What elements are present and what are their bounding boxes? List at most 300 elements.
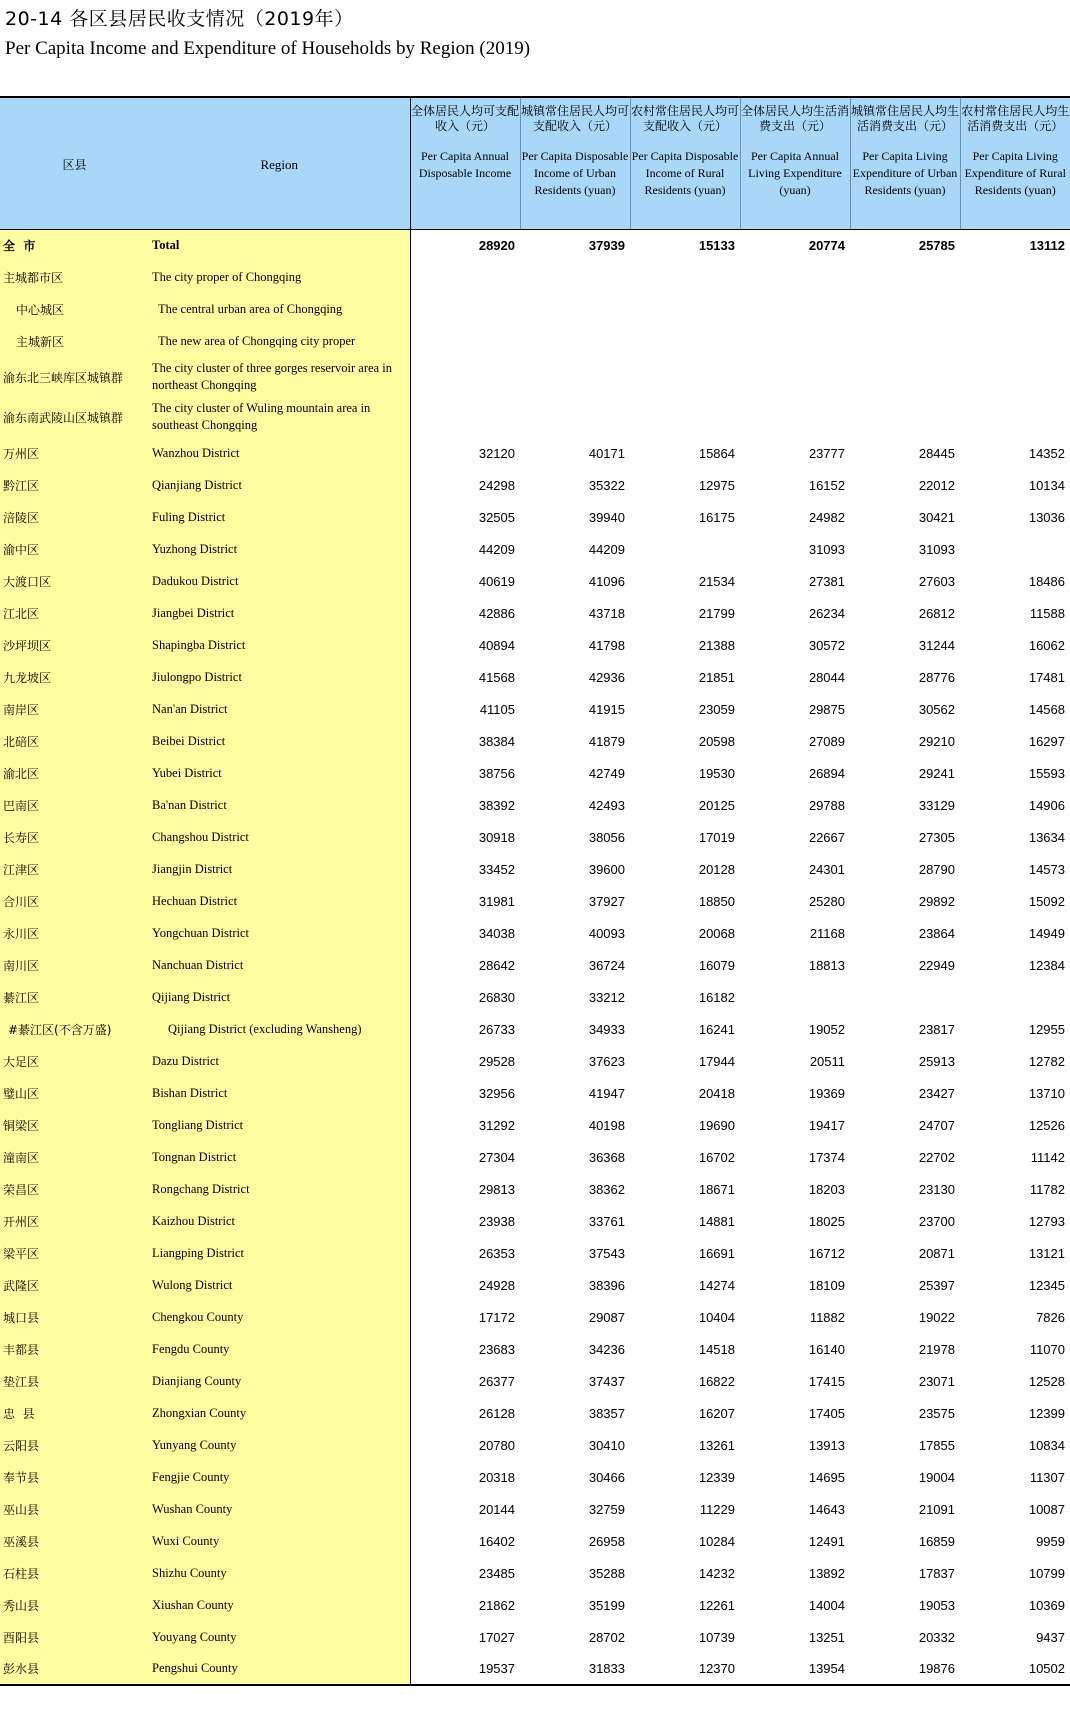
value-cell: 29875 bbox=[808, 701, 845, 717]
region-name-en: Shapingba District bbox=[149, 629, 410, 661]
value-cell: 16140 bbox=[808, 1341, 845, 1357]
value-cell: 37437 bbox=[588, 1373, 625, 1389]
table-title-english: Per Capita Income and Expenditure of Households by Region (2019) bbox=[5, 38, 531, 59]
region-name-cn: 渝东南武陵山区城镇群 bbox=[0, 397, 149, 437]
value-cell: 21534 bbox=[698, 573, 735, 589]
header-col-1: 全体居民人均可支配收入（元） Per Capita Annual Disposable Income bbox=[410, 97, 520, 229]
value-cell: 12793 bbox=[1028, 1213, 1065, 1229]
table-row bbox=[0, 1301, 1070, 1333]
value-cell bbox=[850, 325, 960, 357]
value-cell: 23817 bbox=[918, 1021, 955, 1037]
region-name-en: Dianjiang County bbox=[149, 1365, 410, 1397]
value-cell: 42749 bbox=[588, 765, 625, 781]
region-name-en: Dazu District bbox=[149, 1045, 410, 1077]
value-cell: 14004 bbox=[808, 1597, 845, 1613]
table-header-row bbox=[0, 97, 1070, 229]
table-row bbox=[0, 293, 1070, 325]
value-cell: 43718 bbox=[588, 605, 625, 621]
value-cell: 24928 bbox=[478, 1277, 515, 1293]
region-name-cn: 巫山县 bbox=[0, 1493, 149, 1525]
value-cell: 7826 bbox=[1036, 1309, 1065, 1325]
value-cell: 19530 bbox=[698, 765, 735, 781]
value-cell: 14643 bbox=[808, 1501, 845, 1517]
value-cell: 12528 bbox=[1028, 1373, 1065, 1389]
value-cell: 27381 bbox=[808, 573, 845, 589]
region-name-en: Ba'nan District bbox=[149, 789, 410, 821]
value-cell: 11070 bbox=[1029, 1341, 1065, 1357]
value-cell: 16175 bbox=[698, 509, 735, 525]
value-cell: 22667 bbox=[808, 829, 845, 845]
value-cell: 33129 bbox=[918, 797, 955, 813]
value-cell: 19053 bbox=[918, 1597, 955, 1613]
region-name-cn: 黔江区 bbox=[0, 469, 149, 501]
region-name-en: Tongnan District bbox=[149, 1141, 410, 1173]
region-name-cn: 万州区 bbox=[0, 437, 149, 469]
value-cell: 23427 bbox=[918, 1085, 955, 1101]
value-cell: 19876 bbox=[850, 1653, 960, 1685]
value-cell: 10404 bbox=[698, 1309, 735, 1325]
value-cell: 31292 bbox=[478, 1117, 515, 1133]
value-cell: 10134 bbox=[1028, 477, 1065, 493]
value-cell bbox=[740, 261, 850, 293]
region-name-cn: 全 市 bbox=[0, 229, 149, 261]
value-cell: 18850 bbox=[698, 893, 735, 909]
value-cell: 23130 bbox=[918, 1181, 955, 1197]
value-cell: 34933 bbox=[588, 1021, 625, 1037]
value-cell: 31093 bbox=[808, 541, 845, 557]
value-cell bbox=[520, 293, 630, 325]
value-cell: 20125 bbox=[698, 797, 735, 813]
value-cell: 41568 bbox=[478, 669, 515, 685]
table-row bbox=[0, 1493, 1070, 1525]
value-cell: 21851 bbox=[698, 669, 735, 685]
region-name-en: Total bbox=[149, 229, 410, 261]
region-name-en: Pengshui County bbox=[149, 1653, 410, 1685]
value-cell: 21978 bbox=[918, 1341, 955, 1357]
table-row bbox=[0, 437, 1070, 469]
value-cell: 23485 bbox=[478, 1565, 515, 1581]
value-cell: 28642 bbox=[478, 957, 515, 973]
value-cell: 26128 bbox=[478, 1405, 515, 1421]
value-cell: 16702 bbox=[698, 1149, 735, 1165]
value-cell: 11142 bbox=[1030, 1149, 1065, 1165]
table-body bbox=[0, 229, 1070, 1685]
value-cell bbox=[630, 533, 740, 565]
value-cell: 16079 bbox=[698, 957, 735, 973]
value-cell: 28776 bbox=[918, 669, 955, 685]
value-cell: 37543 bbox=[588, 1245, 625, 1261]
table-row bbox=[0, 661, 1070, 693]
value-cell: 30421 bbox=[918, 509, 955, 525]
value-cell: 10087 bbox=[1028, 1501, 1065, 1517]
value-cell: 10739 bbox=[698, 1629, 735, 1645]
value-cell: 31093 bbox=[918, 541, 955, 557]
value-cell: 16297 bbox=[1028, 733, 1065, 749]
value-cell: 34038 bbox=[478, 925, 515, 941]
value-cell: 10799 bbox=[1028, 1565, 1065, 1581]
value-cell: 19417 bbox=[808, 1117, 845, 1133]
table-row bbox=[0, 469, 1070, 501]
value-cell: 35288 bbox=[588, 1565, 625, 1581]
value-cell: 16152 bbox=[808, 477, 845, 493]
table-row bbox=[0, 1173, 1070, 1205]
value-cell: 26958 bbox=[588, 1533, 625, 1549]
value-cell bbox=[410, 325, 520, 357]
table-row bbox=[0, 981, 1070, 1013]
table-row bbox=[0, 789, 1070, 821]
region-name-cn: 中心城区 bbox=[0, 293, 149, 325]
table-row bbox=[0, 1365, 1070, 1397]
region-name-cn: 主城都市区 bbox=[0, 261, 149, 293]
value-cell: 13892 bbox=[808, 1565, 845, 1581]
region-name-cn: 涪陵区 bbox=[0, 501, 149, 533]
region-name-cn: 石柱县 bbox=[0, 1557, 149, 1589]
value-cell: 13251 bbox=[808, 1629, 845, 1645]
value-cell: 21799 bbox=[698, 605, 735, 621]
table-row bbox=[0, 853, 1070, 885]
value-cell bbox=[630, 357, 740, 397]
value-cell: 17027 bbox=[478, 1629, 515, 1645]
value-cell: 19369 bbox=[808, 1085, 845, 1101]
value-cell: 14568 bbox=[1028, 701, 1065, 717]
value-cell: 23700 bbox=[918, 1213, 955, 1229]
region-name-en: Yongchuan District bbox=[149, 917, 410, 949]
table-title-chinese: 20-14 各区县居民收支情况（2019年） bbox=[5, 8, 354, 30]
value-cell: 33761 bbox=[588, 1213, 625, 1229]
table-row bbox=[0, 885, 1070, 917]
table-row bbox=[0, 757, 1070, 789]
table-row bbox=[0, 1237, 1070, 1269]
region-name-cn: 璧山区 bbox=[0, 1077, 149, 1109]
table-row bbox=[0, 1653, 1070, 1685]
value-cell: 17415 bbox=[808, 1373, 845, 1389]
income-expenditure-table bbox=[0, 96, 1070, 1686]
header-col-3: 农村常住居民人均可支配收入（元） Per Capita Disposable Income of Rural Residents (yuan) bbox=[630, 97, 740, 229]
value-cell: 29087 bbox=[588, 1309, 625, 1325]
value-cell: 13036 bbox=[1028, 509, 1065, 525]
value-cell: 34236 bbox=[588, 1341, 625, 1357]
value-cell bbox=[520, 397, 630, 437]
value-cell: 11229 bbox=[699, 1501, 735, 1517]
region-name-cn: #綦江区(不含万盛) bbox=[0, 1013, 149, 1045]
region-name-cn: 沙坪坝区 bbox=[0, 629, 149, 661]
value-cell: 41947 bbox=[588, 1085, 625, 1101]
value-cell: 42936 bbox=[588, 669, 625, 685]
value-cell: 20774 bbox=[808, 237, 845, 253]
region-name-en: Nanchuan District bbox=[149, 949, 410, 981]
region-name-cn: 渝东北三峡库区城镇群 bbox=[0, 357, 149, 397]
table-row bbox=[0, 1077, 1070, 1109]
value-cell: 11882 bbox=[809, 1309, 845, 1325]
table-row bbox=[0, 501, 1070, 533]
value-cell: 20332 bbox=[918, 1629, 955, 1645]
region-name-cn: 酉阳县 bbox=[0, 1621, 149, 1653]
table-row bbox=[0, 1557, 1070, 1589]
region-name-en: Nan'an District bbox=[149, 693, 410, 725]
value-cell: 26812 bbox=[918, 605, 955, 621]
region-name-cn: 铜梁区 bbox=[0, 1109, 149, 1141]
value-cell: 32759 bbox=[588, 1501, 625, 1517]
region-name-cn: 江津区 bbox=[0, 853, 149, 885]
value-cell: 15864 bbox=[698, 445, 735, 461]
value-cell: 17374 bbox=[808, 1149, 845, 1165]
region-name-en: Yunyang County bbox=[149, 1429, 410, 1461]
region-name-en: Kaizhou District bbox=[149, 1205, 410, 1237]
value-cell: 28920 bbox=[478, 237, 515, 253]
table-row bbox=[0, 357, 1070, 397]
value-cell: 15133 bbox=[698, 237, 735, 253]
value-cell: 29788 bbox=[808, 797, 845, 813]
value-cell: 38396 bbox=[588, 1277, 625, 1293]
table-row bbox=[0, 1525, 1070, 1557]
region-name-en: Liangping District bbox=[149, 1237, 410, 1269]
value-cell: 16402 bbox=[478, 1533, 515, 1549]
value-cell: 38384 bbox=[478, 733, 515, 749]
region-name-en: The city proper of Chongqing bbox=[149, 261, 410, 293]
value-cell: 19004 bbox=[918, 1469, 955, 1485]
table-row bbox=[0, 1269, 1070, 1301]
header-col-6: 农村常住居民人均生活消费支出（元） Per Capita Living Expenditure of Rural Residents (yuan) bbox=[960, 97, 1070, 229]
region-name-en: Qianjiang District bbox=[149, 469, 410, 501]
table-row bbox=[0, 1109, 1070, 1141]
value-cell bbox=[960, 397, 1070, 437]
value-cell: 29241 bbox=[918, 765, 955, 781]
value-cell: 12339 bbox=[698, 1469, 735, 1485]
value-cell: 25280 bbox=[808, 893, 845, 909]
region-name-cn: 奉节县 bbox=[0, 1461, 149, 1493]
region-name-en: The new area of Chongqing city proper bbox=[149, 325, 410, 357]
value-cell bbox=[960, 357, 1070, 397]
value-cell: 19537 bbox=[410, 1653, 520, 1685]
value-cell: 40894 bbox=[478, 637, 515, 653]
value-cell: 28044 bbox=[808, 669, 845, 685]
table-row bbox=[0, 533, 1070, 565]
table-row bbox=[0, 1461, 1070, 1493]
value-cell: 32956 bbox=[478, 1085, 515, 1101]
value-cell: 12399 bbox=[1028, 1405, 1065, 1421]
value-cell: 23864 bbox=[918, 925, 955, 941]
table-row bbox=[0, 1333, 1070, 1365]
value-cell bbox=[740, 293, 850, 325]
value-cell: 14949 bbox=[1028, 925, 1065, 941]
region-name-en: Qijiang District bbox=[149, 981, 410, 1013]
table-row bbox=[0, 693, 1070, 725]
value-cell: 26377 bbox=[478, 1373, 515, 1389]
value-cell: 36724 bbox=[588, 957, 625, 973]
value-cell: 27603 bbox=[918, 573, 955, 589]
value-cell: 21388 bbox=[698, 637, 735, 653]
table-row-total bbox=[0, 229, 1070, 261]
value-cell: 17837 bbox=[918, 1565, 955, 1581]
region-name-en: Hechuan District bbox=[149, 885, 410, 917]
value-cell: 42493 bbox=[588, 797, 625, 813]
region-name-cn: 城口县 bbox=[0, 1301, 149, 1333]
region-name-en: Beibei District bbox=[149, 725, 410, 757]
value-cell: 14232 bbox=[698, 1565, 735, 1581]
region-name-en: Jiangbei District bbox=[149, 597, 410, 629]
region-name-cn: 潼南区 bbox=[0, 1141, 149, 1173]
header-region-en: Region bbox=[149, 97, 410, 229]
region-name-en: Rongchang District bbox=[149, 1173, 410, 1205]
value-cell: 31244 bbox=[918, 637, 955, 653]
value-cell: 17481 bbox=[1028, 669, 1065, 685]
value-cell: 12370 bbox=[630, 1653, 740, 1685]
value-cell: 16207 bbox=[698, 1405, 735, 1421]
value-cell bbox=[410, 293, 520, 325]
value-cell: 25397 bbox=[918, 1277, 955, 1293]
table-row bbox=[0, 1205, 1070, 1237]
region-name-cn: 永川区 bbox=[0, 917, 149, 949]
value-cell: 40198 bbox=[588, 1117, 625, 1133]
region-name-cn: 云阳县 bbox=[0, 1429, 149, 1461]
value-cell bbox=[520, 261, 630, 293]
table-row bbox=[0, 1621, 1070, 1653]
value-cell bbox=[630, 261, 740, 293]
value-cell bbox=[850, 293, 960, 325]
value-cell: 42886 bbox=[478, 605, 515, 621]
value-cell: 20418 bbox=[698, 1085, 735, 1101]
value-cell: 23059 bbox=[698, 701, 735, 717]
value-cell: 36368 bbox=[588, 1149, 625, 1165]
value-cell: 17172 bbox=[478, 1309, 515, 1325]
value-cell: 20068 bbox=[698, 925, 735, 941]
region-name-en: Youyang County bbox=[149, 1621, 410, 1653]
value-cell: 16859 bbox=[918, 1533, 955, 1549]
region-name-en: Shizhu County bbox=[149, 1557, 410, 1589]
value-cell: 29210 bbox=[918, 733, 955, 749]
value-cell: 12782 bbox=[1028, 1053, 1065, 1069]
value-cell: 14906 bbox=[1028, 797, 1065, 813]
value-cell bbox=[740, 325, 850, 357]
value-cell: 18025 bbox=[808, 1213, 845, 1229]
value-cell: 40093 bbox=[588, 925, 625, 941]
table-row bbox=[0, 821, 1070, 853]
region-name-cn: 巫溪县 bbox=[0, 1525, 149, 1557]
table-row bbox=[0, 629, 1070, 661]
value-cell: 12384 bbox=[1028, 957, 1065, 973]
value-cell: 41879 bbox=[588, 733, 625, 749]
value-cell: 17944 bbox=[698, 1053, 735, 1069]
value-cell: 20511 bbox=[809, 1053, 845, 1069]
value-cell: 20780 bbox=[478, 1437, 515, 1453]
region-name-en: Fuling District bbox=[149, 501, 410, 533]
value-cell: 20318 bbox=[478, 1469, 515, 1485]
region-name-cn: 主城新区 bbox=[0, 325, 149, 357]
region-name-cn: 合川区 bbox=[0, 885, 149, 917]
value-cell: 23777 bbox=[808, 445, 845, 461]
region-name-en: Bishan District bbox=[149, 1077, 410, 1109]
value-cell: 18671 bbox=[698, 1181, 735, 1197]
region-name-cn: 忠 县 bbox=[0, 1397, 149, 1429]
region-name-en: Yubei District bbox=[149, 757, 410, 789]
value-cell bbox=[630, 293, 740, 325]
region-name-en: Fengjie County bbox=[149, 1461, 410, 1493]
table-row bbox=[0, 725, 1070, 757]
value-cell: 12955 bbox=[1028, 1021, 1065, 1037]
value-cell: 23938 bbox=[478, 1213, 515, 1229]
region-name-cn: 垫江县 bbox=[0, 1365, 149, 1397]
value-cell bbox=[630, 325, 740, 357]
value-cell: 37623 bbox=[588, 1053, 625, 1069]
value-cell bbox=[850, 261, 960, 293]
value-cell: 41096 bbox=[588, 573, 625, 589]
value-cell: 22949 bbox=[918, 957, 955, 973]
value-cell bbox=[410, 357, 520, 397]
value-cell bbox=[960, 293, 1070, 325]
region-name-cn: 九龙坡区 bbox=[0, 661, 149, 693]
region-name-en: Yuzhong District bbox=[149, 533, 410, 565]
value-cell: 20128 bbox=[698, 861, 735, 877]
value-cell: 30466 bbox=[588, 1469, 625, 1485]
header-region-cn: 区县 bbox=[0, 97, 149, 229]
value-cell: 12491 bbox=[808, 1533, 845, 1549]
value-cell bbox=[960, 981, 1070, 1013]
value-cell: 26733 bbox=[478, 1021, 515, 1037]
value-cell: 14518 bbox=[698, 1341, 735, 1357]
value-cell: 44209 bbox=[588, 541, 625, 557]
region-name-cn: 秀山县 bbox=[0, 1589, 149, 1621]
value-cell: 18486 bbox=[1028, 573, 1065, 589]
table-row bbox=[0, 1045, 1070, 1077]
region-name-en: Fengdu County bbox=[149, 1333, 410, 1365]
table-row bbox=[0, 565, 1070, 597]
region-name-cn: 开州区 bbox=[0, 1205, 149, 1237]
value-cell: 25913 bbox=[918, 1053, 955, 1069]
table-row bbox=[0, 949, 1070, 981]
header-col-5: 城镇常住居民人均生活消费支出（元） Per Capita Living Expenditure of Urban Residents (yuan) bbox=[850, 97, 960, 229]
value-cell: 24301 bbox=[808, 861, 845, 877]
value-cell: 38362 bbox=[588, 1181, 625, 1197]
value-cell: 39940 bbox=[588, 509, 625, 525]
region-name-cn: 彭水县 bbox=[0, 1653, 149, 1685]
value-cell: 16712 bbox=[808, 1245, 845, 1261]
region-name-cn: 渝中区 bbox=[0, 533, 149, 565]
value-cell: 28790 bbox=[918, 861, 955, 877]
value-cell: 23575 bbox=[918, 1405, 955, 1421]
value-cell: 19690 bbox=[698, 1117, 735, 1133]
value-cell: 16182 bbox=[698, 989, 735, 1005]
value-cell bbox=[740, 357, 850, 397]
value-cell: 18109 bbox=[808, 1277, 845, 1293]
value-cell: 13121 bbox=[1028, 1245, 1065, 1261]
value-cell: 12975 bbox=[698, 477, 735, 493]
region-name-cn: 巴南区 bbox=[0, 789, 149, 821]
header-col-2: 城镇常住居民人均可支配收入（元） Per Capita Disposable Income of Urban Residents (yuan) bbox=[520, 97, 630, 229]
value-cell: 20598 bbox=[698, 733, 735, 749]
value-cell: 13261 bbox=[698, 1437, 735, 1453]
value-cell bbox=[740, 981, 850, 1013]
value-cell: 14573 bbox=[1028, 861, 1065, 877]
table-row bbox=[0, 1429, 1070, 1461]
region-name-en: Chengkou County bbox=[149, 1301, 410, 1333]
value-cell bbox=[740, 397, 850, 437]
region-name-cn: 大足区 bbox=[0, 1045, 149, 1077]
table-row bbox=[0, 397, 1070, 437]
region-name-cn: 綦江区 bbox=[0, 981, 149, 1013]
region-name-cn: 丰都县 bbox=[0, 1333, 149, 1365]
value-cell: 10834 bbox=[1028, 1437, 1065, 1453]
value-cell bbox=[410, 397, 520, 437]
header-col-4: 全体居民人均生活消费支出（元） Per Capita Annual Living Expenditure (yuan) bbox=[740, 97, 850, 229]
value-cell: 27089 bbox=[808, 733, 845, 749]
table-row bbox=[0, 325, 1070, 357]
value-cell: 13710 bbox=[1028, 1085, 1065, 1101]
value-cell: 19052 bbox=[808, 1021, 845, 1037]
value-cell bbox=[850, 397, 960, 437]
value-cell: 14881 bbox=[698, 1213, 735, 1229]
table-row bbox=[0, 917, 1070, 949]
value-cell: 25785 bbox=[918, 237, 955, 253]
